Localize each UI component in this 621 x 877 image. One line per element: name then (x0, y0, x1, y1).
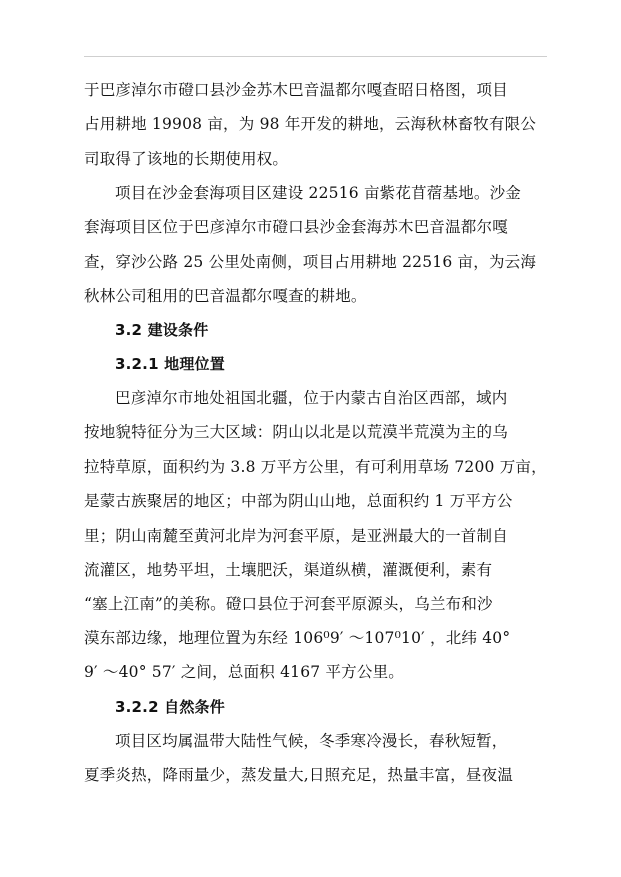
text-line: “塞上江南”的美称。磴口县位于河套平原源头，乌兰布和沙 (84, 595, 493, 613)
text-line: 巴彦淖尔市地处祖国北疆，位于内蒙古自治区西部，域内 (115, 389, 508, 407)
text-line: 是蒙古族聚居的地区；中部为阴山山地，总面积约 1 万平方公 (84, 492, 513, 510)
text-line: 项目区均属温带大陆性气候，冬季寒冷漫长，春秋短暂， (115, 732, 508, 750)
text-line: 套海项目区位于巴彦淖尔市磴口县沙金套海苏木巴音温都尔嘎 (84, 218, 508, 236)
text-line: 项目在沙金套海项目区建设 22516 亩紫花苜蓿基地。沙金 (115, 184, 521, 202)
text-line: 流灌区，地势平坦，土壤肥沃，渠道纵横，灌溉便利，素有 (84, 561, 493, 579)
text-line: 漠东部边缘，地理位置为东经 106⁰9′ ～107⁰10′ ，北纬 40° (84, 629, 511, 647)
text-line: 秋林公司租用的巴音温都尔嘎查的耕地。 (84, 287, 367, 305)
text-line: 查，穿沙公路 25 公里处南侧，项目占用耕地 22516 亩，为云海 (84, 253, 537, 271)
text-line: 9′ ～40° 57′ 之间，总面积 4167 平方公里。 (84, 663, 404, 681)
header-rule (84, 56, 547, 57)
section-heading: 3.2 建设条件 (115, 321, 209, 339)
text-line: 占用耕地 19908 亩，为 98 年开发的耕地，云海秋林畜牧有限公 (84, 115, 537, 133)
text-line: 夏季炎热，降雨量少，蒸发量大,日照充足，热量丰富，昼夜温 (84, 766, 514, 784)
text-line: 于巴彦淖尔市磴口县沙金苏木巴音温都尔嘎查昭日格图，项目 (84, 81, 508, 99)
text-line: 里；阴山南麓至黄河北岸为河套平原，是亚洲最大的一首制自 (84, 527, 508, 545)
text-line: 司取得了该地的长期使用权。 (84, 150, 289, 168)
subsection-heading: 3.2.2 自然条件 (115, 698, 225, 716)
subsection-heading: 3.2.1 地理位置 (115, 355, 225, 373)
text-line: 拉特草原，面积约为 3.8 万平方公里，有可利用草场 7200 万亩， (84, 458, 547, 476)
text-line: 按地貌特征分为三大区域：阴山以北是以荒漠半荒漠为主的乌 (84, 423, 508, 441)
